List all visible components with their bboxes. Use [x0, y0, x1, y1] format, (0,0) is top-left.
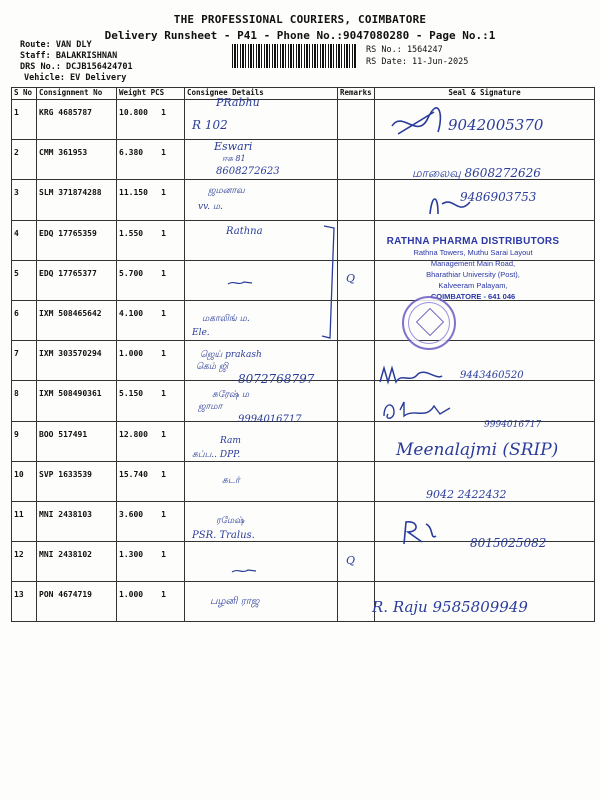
row-weight: [117, 260, 185, 300]
row-sno: 1: [12, 100, 37, 140]
row-weight-value: 11.150: [119, 188, 148, 198]
row-pcs: 1: [161, 148, 166, 158]
table-row: [12, 381, 595, 421]
row-remarks: [338, 140, 375, 180]
consignee-hand-7c: 8072768797: [238, 372, 315, 386]
row-weight: [117, 501, 185, 541]
row-remarks: [338, 421, 375, 461]
signature-hand-11b: 8015025082: [470, 536, 547, 550]
row-weight: [117, 542, 185, 582]
row-pcs: 1: [161, 308, 166, 318]
stamp-line-1: Rathna Towers, Muthu Sarai Layout: [413, 248, 533, 257]
row-remarks: [338, 220, 375, 260]
signature-hand-9: Meenalajmi (SRIP): [396, 440, 559, 460]
consignee-hand-11a: ரமேஷ்: [216, 516, 245, 526]
row-consignee: [185, 542, 338, 582]
row-weight-value: 1.000: [119, 590, 144, 600]
consignee-scribble-5: [226, 278, 256, 288]
remark-5: Q: [346, 272, 356, 285]
row-remarks: [338, 582, 375, 622]
row-sno: 3: [12, 180, 37, 220]
signature-hand-7: 9443460520: [460, 370, 524, 381]
row-consignee: [185, 260, 338, 300]
consignee-hand-2b: ஈசு 81: [222, 154, 246, 163]
consignee-hand-6a: மகாலிங் ம.: [202, 314, 250, 324]
rs-number: RS No.: 1564247: [366, 45, 443, 55]
table-row: [12, 300, 595, 340]
consignee-hand-3b: vv. ம.: [198, 202, 223, 212]
signature-hand-2: மாலைவு 8608272626: [412, 166, 541, 180]
row-pcs: 1: [161, 228, 166, 238]
drs-label: DRS No.: DCJB156424701: [20, 62, 133, 72]
consignee-hand-7b: கெம் ஜி: [196, 362, 229, 372]
consignee-scribble-12: [230, 566, 260, 576]
table-header-row: [12, 88, 595, 100]
row-weight-value: 12.800: [119, 429, 148, 439]
signature-hand-11a: 9042 2422432: [426, 488, 507, 501]
vehicle-label: Vehicle: EV Delivery: [24, 73, 127, 83]
row-remarks: [338, 381, 375, 421]
consignee-hand-1a: PRabhu: [216, 96, 260, 109]
row-weight-value: 1.000: [119, 349, 144, 359]
consignee-hand-7a: ஜெய் prakash: [200, 350, 262, 360]
consignee-hand-13: பழனி ராஜ: [210, 596, 260, 607]
consignee-hand-9b: சுப்ப.. DPP.: [192, 450, 241, 460]
row-weight: [117, 381, 185, 421]
row-consignment-no: SLM 371874288: [37, 180, 117, 220]
stamp-line-2: Management Main Road,: [430, 259, 516, 268]
signature-hand-8: 9994016717: [484, 420, 542, 430]
col-weight-pcs: Weight PCS: [117, 88, 185, 100]
row-pcs: 1: [161, 550, 166, 560]
consignee-hand-11b: PSR. Tralus.: [192, 530, 255, 541]
consignee-hand-9a: Ram: [220, 436, 241, 446]
row-sno: 7: [12, 341, 37, 381]
consignee-hand-1b: R 102: [192, 118, 228, 132]
row-weight: [117, 180, 185, 220]
row-remarks: [338, 300, 375, 340]
row-consignment-no: IXM 303570294: [37, 341, 117, 381]
row-remarks: [338, 260, 375, 300]
signature-scribble-1: [388, 106, 448, 142]
remark-12: Q: [346, 554, 356, 567]
row-weight-value: 1.550: [119, 228, 144, 238]
signature-scribble-7: [376, 364, 446, 388]
row-pcs: 1: [161, 268, 166, 278]
stamp-line-3: Bharathiar University (Post),: [426, 270, 520, 279]
signature-scribble-11: [398, 518, 438, 546]
row-weight-value: 3.600: [119, 509, 144, 519]
row-pcs: 1: [161, 349, 166, 359]
route-label: Route: VAN DLY: [20, 40, 92, 50]
round-seal: [402, 296, 456, 350]
company-title: THE PROFESSIONAL COURIERS, COIMBATORE: [173, 13, 427, 26]
rs-date: RS Date: 11-Jun-2025: [366, 57, 469, 67]
row-sno: 13: [12, 582, 37, 622]
col-consignment: Consignment No: [37, 88, 117, 100]
row-sno: 5: [12, 260, 37, 300]
row-consignment-no: SVP 1633539: [37, 461, 117, 501]
seal-emblem: [416, 308, 444, 336]
row-consignment-no: PON 4674719: [37, 582, 117, 622]
row-remarks: [338, 100, 375, 140]
row-remarks: [338, 461, 375, 501]
stamp-line-4: Kalveeram Palayam,: [438, 281, 508, 290]
row-weight: [117, 461, 185, 501]
col-sno: S No: [12, 88, 37, 100]
row-pcs: 1: [161, 509, 166, 519]
row-weight-value: 10.800: [119, 108, 148, 117]
barcode: [232, 44, 357, 68]
row-consignment-no: MNI 2438103: [37, 501, 117, 541]
row-pcs: 1: [161, 469, 166, 479]
row-sno: 10: [12, 461, 37, 501]
row-weight-value: 15.740: [119, 469, 148, 479]
row-consignment-no: IXM 508465642: [37, 300, 117, 340]
signature-hand-13: R. Raju 9585809949: [372, 598, 528, 616]
row-sno: 9: [12, 421, 37, 461]
consignee-hand-3a: ஜமனாவ: [208, 186, 245, 196]
row-weight: [117, 140, 185, 180]
row-consignee: [185, 461, 338, 501]
row-pcs: 1: [161, 389, 166, 399]
row-weight: [117, 421, 185, 461]
bracket-mark: [320, 222, 340, 342]
consignee-hand-8b: ஜாமா: [198, 402, 223, 412]
consignee-hand-2a: Eswari: [214, 140, 253, 153]
row-consignment-no: KRG 4685787: [37, 100, 117, 140]
row-weight-value: 5.150: [119, 389, 144, 399]
row-weight-value: 6.380: [119, 148, 144, 158]
row-remarks: [338, 180, 375, 220]
col-remarks: Remarks: [338, 88, 375, 100]
table-row: [12, 461, 595, 501]
consignee-hand-10: சுடர்: [222, 476, 240, 486]
row-consignment-no: IXM 508490361: [37, 381, 117, 421]
consignee-hand-8a: சுரேஷ் ம: [212, 390, 250, 400]
consignee-hand-6b: Ele.: [192, 328, 210, 338]
row-weight: [117, 100, 185, 140]
consignee-hand-8c: 9994016717: [238, 414, 302, 425]
row-remarks: [338, 341, 375, 381]
row-consignment-no: EDQ 17765359: [37, 220, 117, 260]
row-sno: 4: [12, 220, 37, 260]
row-consignment-no: CMM 361953: [37, 140, 117, 180]
row-sno: 11: [12, 501, 37, 541]
row-weight: [117, 220, 185, 260]
row-sno: 8: [12, 381, 37, 421]
row-sno: 12: [12, 542, 37, 582]
row-weight: [117, 582, 185, 622]
staff-label: Staff: BALAKRISHNAN: [20, 51, 118, 61]
signature-scribble-8: [380, 398, 470, 422]
row-weight-value: 4.100: [119, 308, 144, 318]
row-weight-value: 5.700: [119, 268, 144, 278]
row-remarks: [338, 542, 375, 582]
pharma-stamp: [383, 236, 563, 302]
row-remarks: [338, 501, 375, 541]
row-consignee: [185, 582, 338, 622]
row-pcs: 1: [161, 188, 166, 198]
row-weight: [117, 341, 185, 381]
row-sno: 6: [12, 300, 37, 340]
col-signature: Seal & Signature: [375, 88, 595, 100]
row-consignment-no: EDQ 17765377: [37, 260, 117, 300]
row-sno: 2: [12, 140, 37, 180]
consignee-hand-4: Rathna: [226, 226, 263, 237]
stamp-line-5: COIMBATORE - 641 046: [430, 292, 516, 301]
row-consignment-no: BOO 517491: [37, 421, 117, 461]
consignee-hand-2c: 8608272623: [216, 166, 280, 177]
row-pcs: 1: [161, 590, 166, 600]
row-weight-value: 1.300: [119, 550, 144, 560]
row-consignment-no: MNI 2438102: [37, 542, 117, 582]
signature-hand-1: 9042005370: [448, 116, 544, 134]
runsheet-subtitle: Delivery Runsheet - P41 - Phone No.:9047080280 - Page No.:1: [104, 29, 496, 42]
row-pcs: 1: [161, 429, 166, 439]
row-weight: [117, 300, 185, 340]
signature-hand-3: 9486903753: [460, 190, 537, 204]
col-consignee: Consignee Details: [185, 88, 338, 100]
row-pcs: 1: [161, 108, 166, 117]
stamp-name: RATHNA PHARMA DISTRIBUTORS: [386, 236, 560, 247]
